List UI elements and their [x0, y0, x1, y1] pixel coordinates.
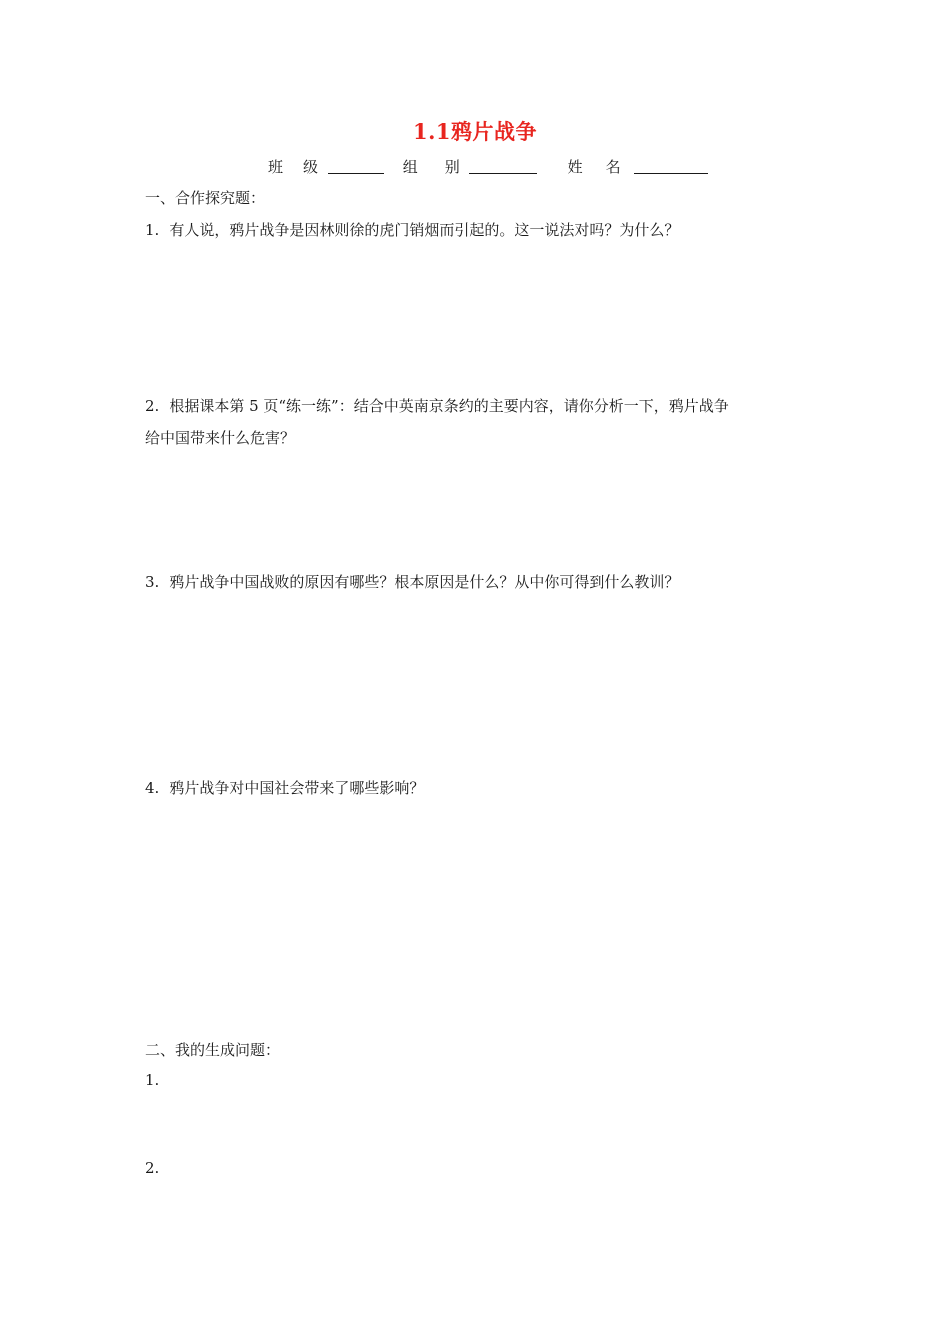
class-blank[interactable] [328, 159, 384, 174]
question-text: 鸦片战争对中国社会带来了哪些影响？ [169, 779, 425, 797]
name-blank[interactable] [634, 159, 708, 174]
page-title: 1.1鸦片战争 [412, 119, 538, 144]
class-label: 班级 [268, 158, 339, 176]
question-number: 4. [145, 779, 160, 797]
question-text: 根据课本第 5 页“练一练”：结合中英南京条约的主要内容，请你分析一下，鸦片战争 [169, 397, 729, 415]
question-1 [145, 219, 679, 240]
question-2-continuation: 给中国带来什么危害？ [145, 429, 296, 447]
class-field [268, 156, 384, 177]
question-number: 3. [145, 573, 160, 591]
question-text: 有人说，鸦片战争是因林则徐的虎门销烟而引起的。这一说法对吗？为什么？ [169, 221, 680, 239]
section2-heading: 二、我的生成问题： [145, 1041, 281, 1059]
question-2 [145, 395, 729, 416]
group-field [403, 156, 537, 177]
section1-heading: 一、合作探究题： [145, 189, 266, 207]
name-label: 姓名 [567, 158, 644, 176]
name-field [568, 156, 708, 177]
question-number: 2. [145, 397, 160, 415]
generated-question-2: 2. [145, 1159, 160, 1177]
generated-question-1: 1. [145, 1071, 160, 1089]
question-4 [145, 777, 424, 798]
question-3 [145, 571, 679, 592]
question-text: 鸦片战争中国战败的原因有哪些？根本原因是什么？从中你可得到什么教训？ [169, 573, 680, 591]
group-blank[interactable] [469, 159, 537, 174]
group-label: 组别 [402, 158, 487, 176]
question-number: 1. [145, 221, 160, 239]
student-info-line [268, 156, 718, 177]
